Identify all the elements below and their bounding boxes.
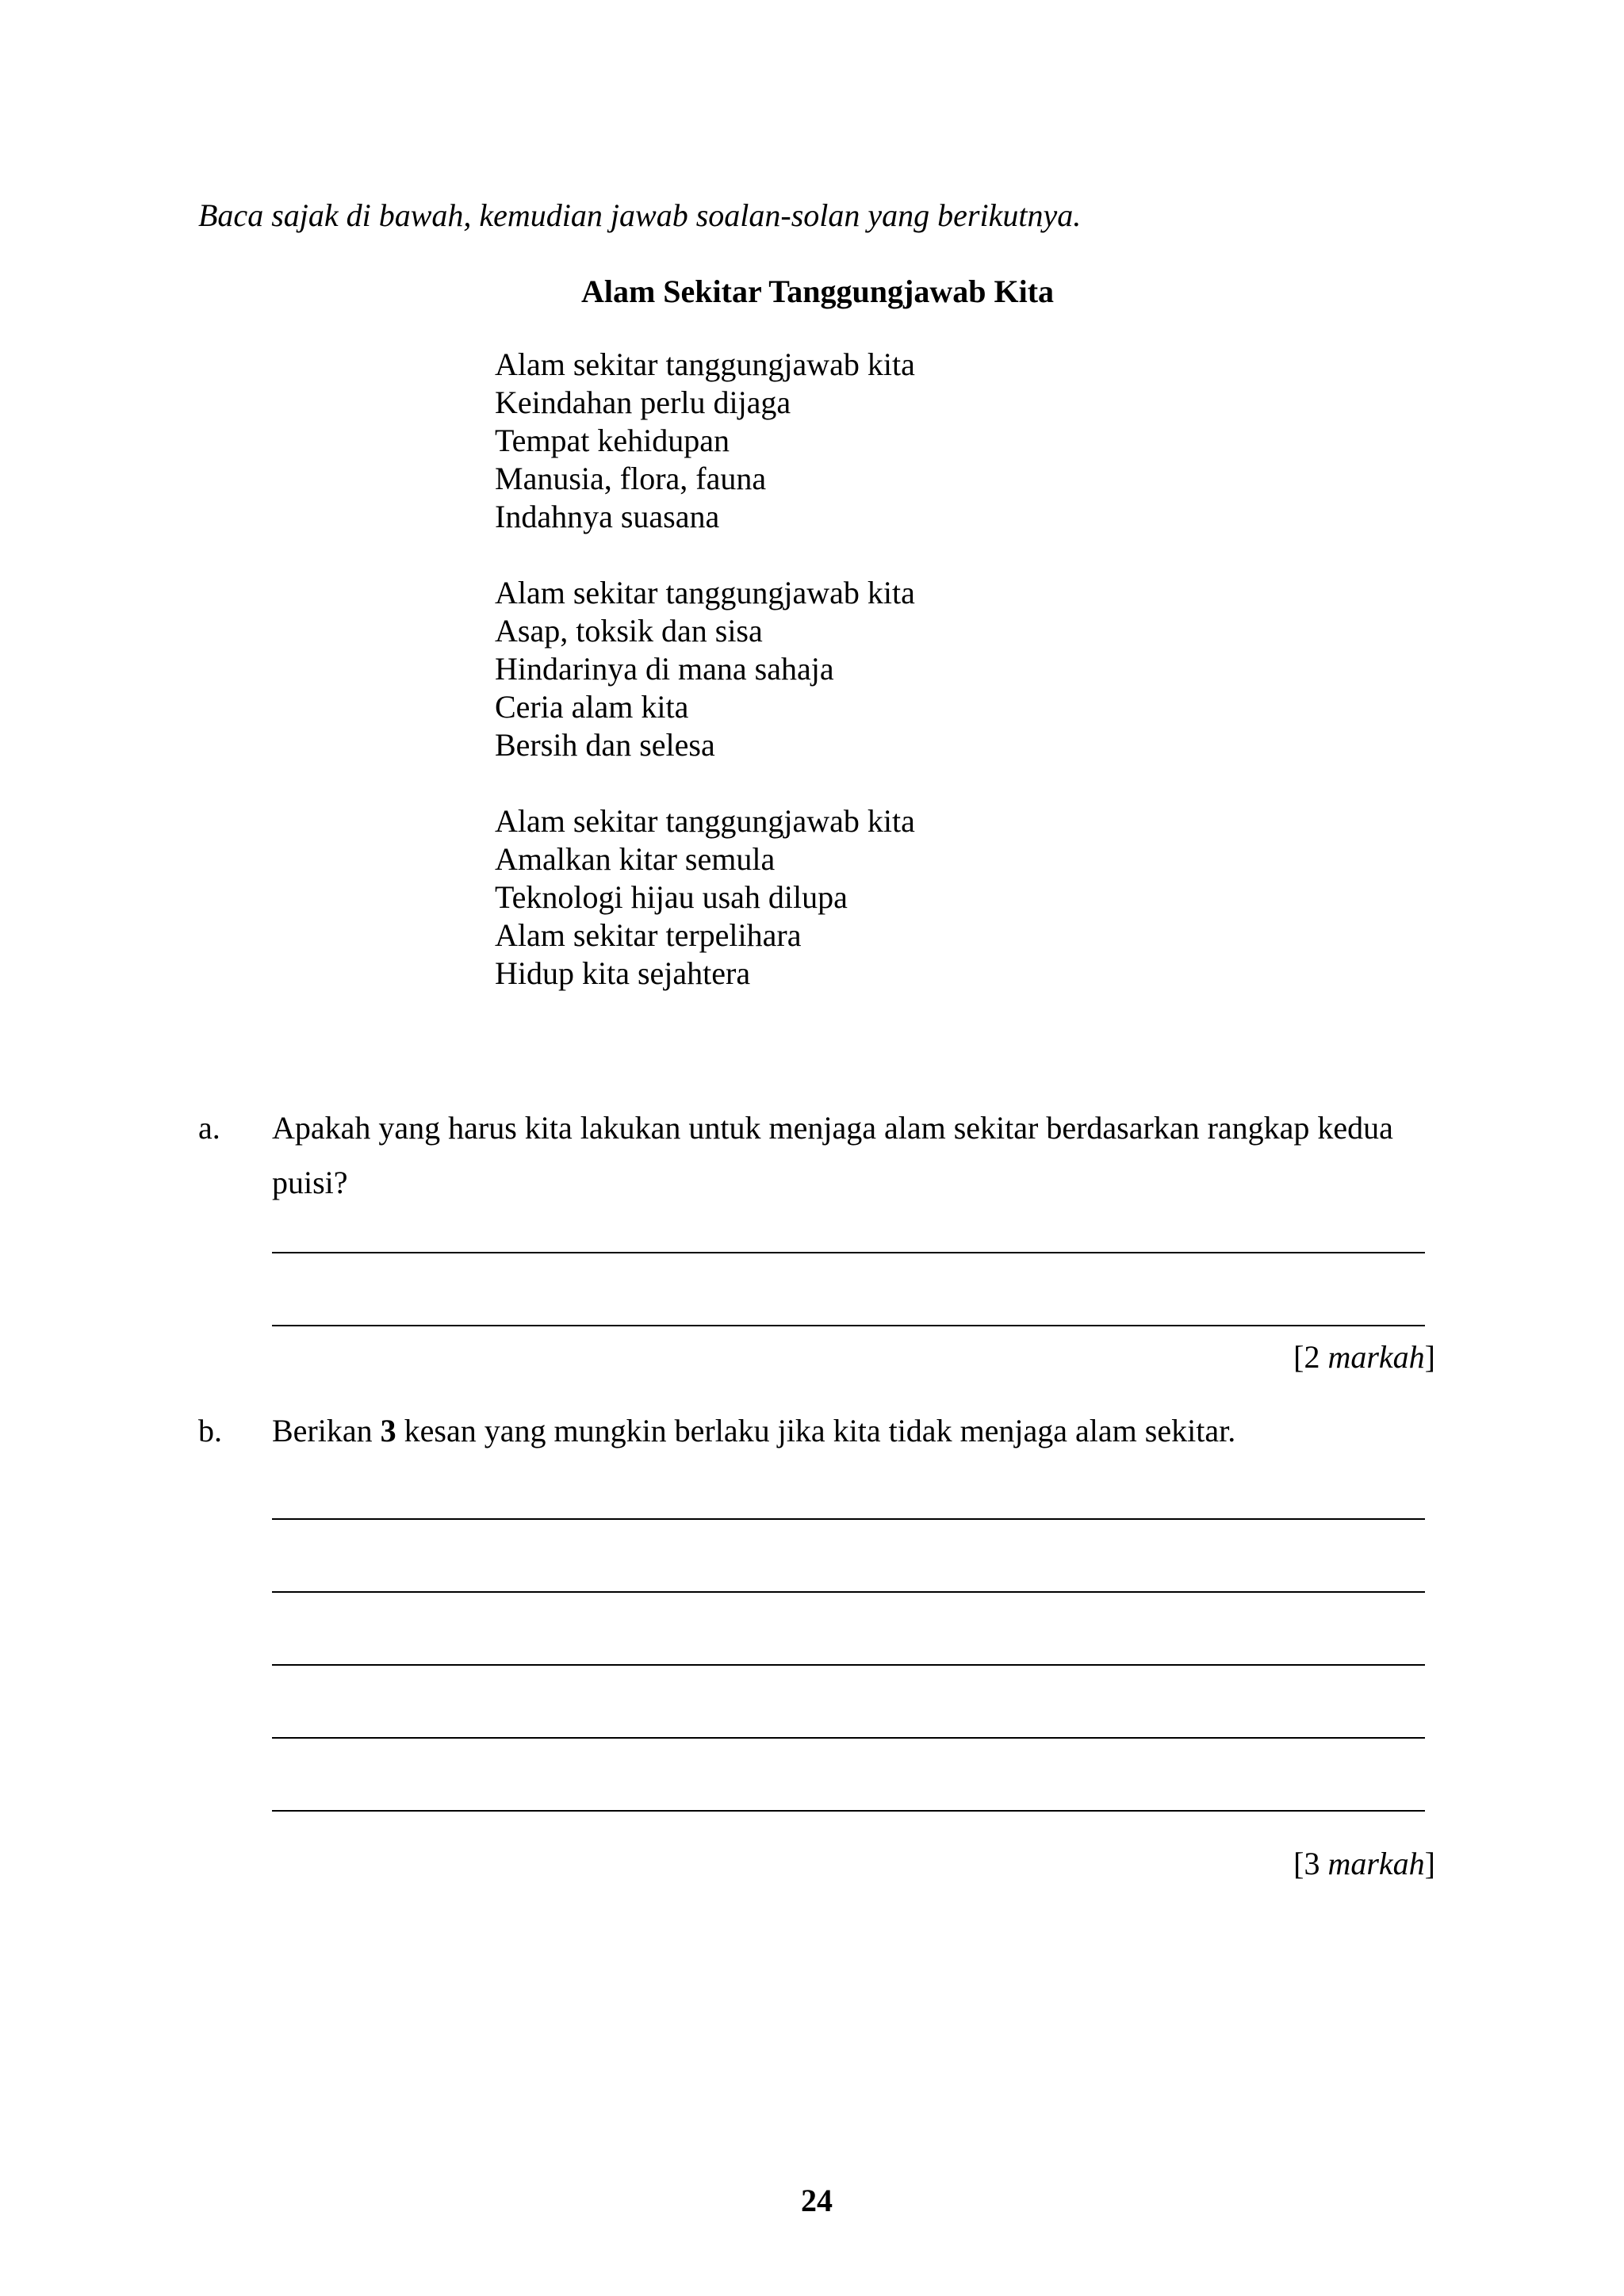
poem-line: Ceria alam kita <box>495 689 689 725</box>
marks-a-word: markah <box>1327 1339 1425 1375</box>
poem-line: Amalkan kitar semula <box>495 841 776 877</box>
question-a-text: Apakah yang harus kita lakukan untuk menjaga alam sekitar berdasarkan rangkap kedua puisi? <box>272 1110 1393 1200</box>
poem-line: Alam sekitar tanggungjawab kita <box>495 346 915 382</box>
marks-b-word: markah <box>1327 1846 1425 1881</box>
question-b-text-before: Berikan <box>272 1413 381 1448</box>
poem-title-text: Alam Sekitar Tanggungjawab Kita <box>580 274 1055 309</box>
poem-line: Alam sekitar tanggungjawab kita <box>495 803 915 839</box>
poem-line: Asap, toksik dan sisa <box>495 613 763 649</box>
instruction: Baca sajak di bawah, kemudian jawab soalan-solan yang berikutnya. <box>198 197 1082 233</box>
marks-a-close: ] <box>1424 1339 1435 1375</box>
poem-line: Hidup kita sejahtera <box>495 955 751 991</box>
page-number <box>0 2179 1624 2223</box>
poem-line: Teknologi hijau usah dilupa <box>495 879 848 915</box>
answer-line-b-3[interactable] <box>272 1664 1425 1666</box>
stanza-1 <box>495 346 915 536</box>
poem-line: Hindarinya di mana sahaja <box>495 651 834 687</box>
poem-line: Indahnya suasana <box>495 499 720 534</box>
question-b-letter: b. <box>198 1413 222 1448</box>
marks-b-open: [3 <box>1293 1846 1328 1881</box>
answer-line-a-2[interactable] <box>272 1325 1425 1326</box>
question-b-text-after: kesan yang mungkin berlaku jika kita tidak menjaga alam sekitar. <box>396 1413 1236 1448</box>
poem-line: Alam sekitar tanggungjawab kita <box>495 575 915 610</box>
poem-title <box>0 270 1624 314</box>
poem <box>495 346 915 1031</box>
stanza-3 <box>495 802 915 993</box>
marks-b-close: ] <box>1424 1846 1435 1881</box>
answer-line-b-4[interactable] <box>272 1737 1425 1739</box>
poem-line: Alam sekitar terpelihara <box>495 917 802 953</box>
answer-line-b-5[interactable] <box>272 1810 1425 1812</box>
poem-line: Tempat kehidupan <box>495 423 730 458</box>
marks-b <box>1293 1842 1435 1886</box>
marks-a-open: [2 <box>1293 1339 1328 1375</box>
poem-line: Keindahan perlu dijaga <box>495 385 791 420</box>
marks-a <box>1293 1335 1435 1380</box>
page-number-text: 24 <box>801 2183 833 2218</box>
question-b-count: 3 <box>380 1413 396 1448</box>
answer-line-b-2[interactable] <box>272 1591 1425 1593</box>
poem-line: Manusia, flora, fauna <box>495 461 767 496</box>
poem-line: Bersih dan selesa <box>495 727 715 763</box>
question-a-letter: a. <box>198 1110 220 1146</box>
answer-line-b-1[interactable] <box>272 1518 1425 1520</box>
stanza-2 <box>495 574 915 764</box>
question-b-text <box>272 1403 1438 1458</box>
answer-line-a-1[interactable] <box>272 1252 1425 1253</box>
